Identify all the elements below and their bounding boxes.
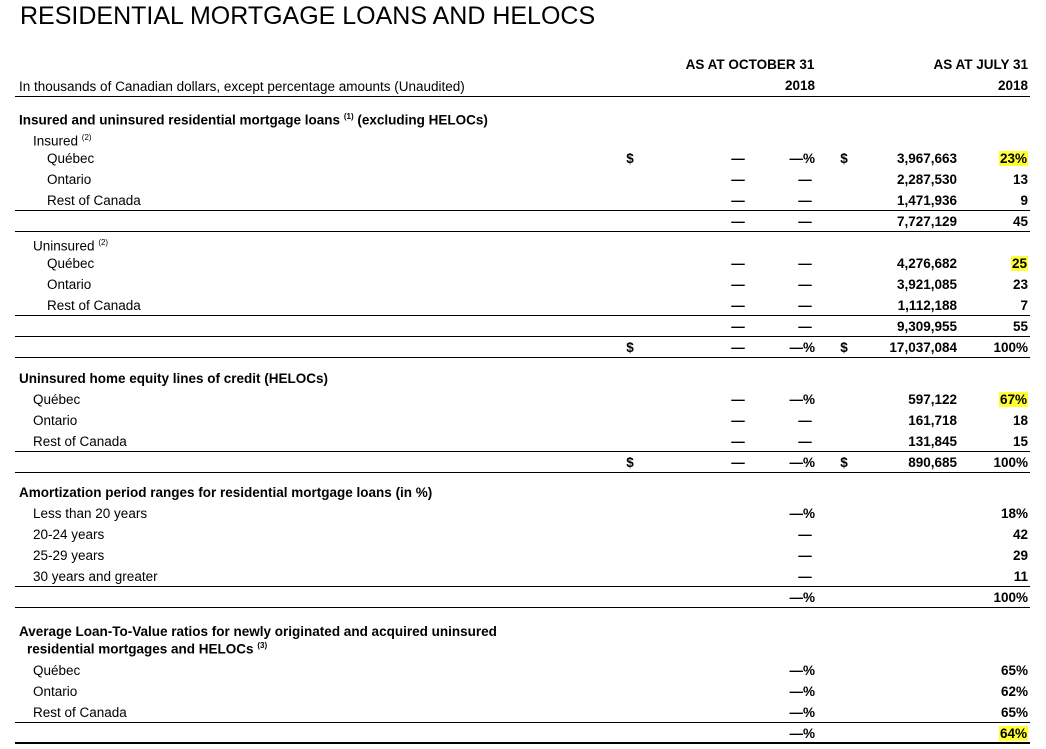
col1-amount: — bbox=[731, 214, 745, 229]
row-label: Rest of Canada bbox=[47, 298, 141, 313]
col1-amount: — bbox=[731, 151, 745, 166]
section-heading-helocs: Uninsured home equity lines of credit (HELOCs) bbox=[19, 371, 329, 386]
col1-amount: — bbox=[731, 277, 745, 292]
col2-amount: 2,287,530 bbox=[896, 172, 957, 187]
uninsured-subtotal-rule bbox=[15, 315, 1030, 316]
col2-pct: 65% bbox=[1000, 663, 1028, 678]
units-note: In thousands of Canadian dollars, except percentage amounts (Unaudited) bbox=[19, 79, 465, 94]
col2-pct: 23 bbox=[1012, 277, 1028, 292]
section-heading-ltv-line2 bbox=[27, 638, 267, 658]
col1-pct: —% bbox=[789, 506, 815, 521]
currency-symbol: $ bbox=[626, 455, 634, 470]
col1-year: 2018 bbox=[784, 78, 816, 93]
row-label: 30 years and greater bbox=[33, 569, 158, 584]
col1-pct: — bbox=[798, 434, 812, 449]
mortgage-grand-total-pct: 100% bbox=[993, 340, 1028, 355]
col2-year: 2018 bbox=[997, 78, 1028, 93]
col1-pct: —% bbox=[789, 590, 815, 605]
header-rule bbox=[15, 96, 1030, 97]
footnote-ref: (2) bbox=[98, 238, 109, 247]
col1-pct: —% bbox=[789, 151, 815, 166]
col1-pct: — bbox=[798, 298, 812, 313]
col2-pct: 9 bbox=[1020, 193, 1028, 208]
col1-amount: — bbox=[731, 413, 745, 428]
row-label: Québec bbox=[47, 151, 95, 166]
col1-pct: — bbox=[798, 214, 812, 229]
col2-pct: 11 bbox=[1013, 569, 1028, 584]
amortization-total-rule bbox=[15, 586, 1030, 587]
row-label: Ontario bbox=[33, 684, 78, 699]
ltv-total-pct bbox=[968, 726, 1028, 742]
currency-symbol: $ bbox=[840, 340, 848, 355]
row-label: Québec bbox=[33, 392, 81, 407]
col1-header: AS AT OCTOBER 31 bbox=[685, 57, 815, 72]
row-label: Rest of Canada bbox=[33, 705, 127, 720]
insured-subtotal-rule bbox=[15, 210, 1030, 211]
insured-total-pct: 45 bbox=[1012, 214, 1028, 229]
row-label: Québec bbox=[33, 663, 81, 678]
row-label: Less than 20 years bbox=[33, 506, 148, 521]
col1-pct: —% bbox=[789, 340, 815, 355]
col2-amount: 1,112,188 bbox=[897, 298, 957, 313]
col2-pct bbox=[968, 392, 1028, 408]
col2-header: AS AT JULY 31 bbox=[933, 57, 1028, 72]
col2-amount: 4,276,682 bbox=[896, 256, 957, 271]
amortization-total-pct: 100% bbox=[993, 590, 1028, 605]
col2-pct: 29 bbox=[1012, 548, 1028, 563]
col2-pct: 18% bbox=[1000, 506, 1028, 521]
insured-total-rule bbox=[15, 231, 1030, 232]
insured-label bbox=[33, 130, 92, 150]
col2-amount: 597,122 bbox=[908, 392, 957, 407]
uninsured-total-pct: 55 bbox=[1012, 319, 1028, 334]
ltv-end-rule bbox=[15, 742, 1030, 744]
col1-pct: — bbox=[798, 548, 812, 563]
col1-amount: — bbox=[731, 193, 745, 208]
col1-amount: — bbox=[731, 256, 745, 271]
highlight-mark: 64% bbox=[999, 726, 1027, 741]
footnote-ref: (1) bbox=[343, 112, 354, 121]
row-label: Ontario bbox=[47, 172, 92, 187]
row-label: Québec bbox=[47, 256, 95, 271]
col1-pct: —% bbox=[789, 705, 815, 720]
col1-amount: — bbox=[731, 340, 745, 355]
col1-pct: —% bbox=[789, 392, 815, 407]
currency-symbol: $ bbox=[840, 151, 848, 166]
uninsured-label-text: Uninsured bbox=[33, 238, 95, 254]
highlight-mark: 67% bbox=[999, 392, 1027, 407]
col2-amount: 3,921,085 bbox=[896, 277, 957, 292]
insured-total-amount: 7,727,129 bbox=[896, 214, 957, 229]
col2-pct: 13 bbox=[1012, 172, 1028, 187]
section-heading-text: Insured and uninsured residential mortgage loans bbox=[19, 112, 341, 128]
col2-pct: 7 bbox=[1020, 298, 1028, 313]
section-heading-ltv-line1: Average Loan-To-Value ratios for newly originated and acquired uninsured bbox=[19, 624, 497, 639]
col1-pct: — bbox=[798, 277, 812, 292]
col2-pct: 18 bbox=[1012, 413, 1028, 428]
heloc-total-amount: 890,685 bbox=[908, 455, 957, 470]
row-label: Ontario bbox=[33, 413, 78, 428]
col1-amount: — bbox=[731, 392, 745, 407]
col1-amount: — bbox=[731, 455, 745, 470]
col1-pct: —% bbox=[789, 726, 815, 741]
row-label: 25-29 years bbox=[33, 548, 105, 563]
col2-amount: 3,967,663 bbox=[896, 151, 957, 166]
footnote-ref: (2) bbox=[81, 133, 92, 142]
uninsured-total-amount: 9,309,955 bbox=[896, 319, 957, 334]
currency-symbol: $ bbox=[626, 151, 634, 166]
heloc-total-rule bbox=[15, 451, 1030, 452]
col1-pct: — bbox=[798, 172, 812, 187]
highlight-mark: 23% bbox=[999, 151, 1027, 166]
col2-pct: 62% bbox=[1000, 684, 1028, 699]
mortgage-grand-total-amount: 17,037,084 bbox=[889, 340, 957, 355]
col1-amount: — bbox=[731, 434, 745, 449]
col2-amount: 1,471,936 bbox=[896, 193, 957, 208]
ltv-heading-text: residential mortgages and HELOCs bbox=[27, 641, 254, 657]
row-label: Ontario bbox=[47, 277, 92, 292]
col2-amount: 161,718 bbox=[908, 413, 957, 428]
insured-label-text: Insured bbox=[33, 133, 79, 149]
col2-pct bbox=[968, 256, 1028, 272]
col1-pct: —% bbox=[789, 663, 815, 678]
section-heading-mortgages bbox=[19, 109, 488, 129]
page-title: RESIDENTIAL MORTGAGE LOANS AND HELOCS bbox=[20, 2, 596, 30]
col1-amount: — bbox=[731, 172, 745, 187]
row-label: 20-24 years bbox=[33, 527, 105, 542]
section-heading-suffix: (excluding HELOCs) bbox=[357, 112, 488, 128]
col1-pct: — bbox=[798, 569, 812, 584]
uninsured-total-rule bbox=[15, 336, 1030, 337]
footnote-ref: (3) bbox=[257, 641, 268, 650]
uninsured-label bbox=[33, 235, 108, 255]
col1-pct: —% bbox=[789, 684, 815, 699]
row-label: Rest of Canada bbox=[47, 193, 141, 208]
col2-pct bbox=[968, 151, 1028, 167]
col2-amount: 131,845 bbox=[908, 434, 957, 449]
col1-pct: — bbox=[798, 193, 812, 208]
row-label: Rest of Canada bbox=[33, 434, 127, 449]
ltv-total-rule bbox=[15, 722, 1030, 723]
col1-pct: — bbox=[798, 413, 812, 428]
col1-pct: — bbox=[798, 527, 812, 542]
col1-pct: — bbox=[798, 319, 812, 334]
mortgage-grand-total-rule bbox=[15, 357, 1030, 358]
col2-pct: 65% bbox=[1000, 705, 1028, 720]
currency-symbol: $ bbox=[626, 340, 634, 355]
heloc-end-rule bbox=[15, 472, 1030, 473]
col1-pct: —% bbox=[789, 455, 815, 470]
col1-amount: — bbox=[731, 319, 745, 334]
highlight-mark: 25 bbox=[1011, 256, 1027, 271]
currency-symbol: $ bbox=[840, 455, 848, 470]
col2-pct: 15 bbox=[1012, 434, 1028, 449]
col1-amount: — bbox=[731, 298, 745, 313]
section-heading-amortization: Amortization period ranges for residential mortgage loans (in %) bbox=[19, 485, 433, 500]
heloc-total-pct: 100% bbox=[993, 455, 1028, 470]
amortization-end-rule bbox=[15, 607, 1030, 608]
col2-pct: 42 bbox=[1012, 527, 1028, 542]
col1-pct: — bbox=[798, 256, 812, 271]
